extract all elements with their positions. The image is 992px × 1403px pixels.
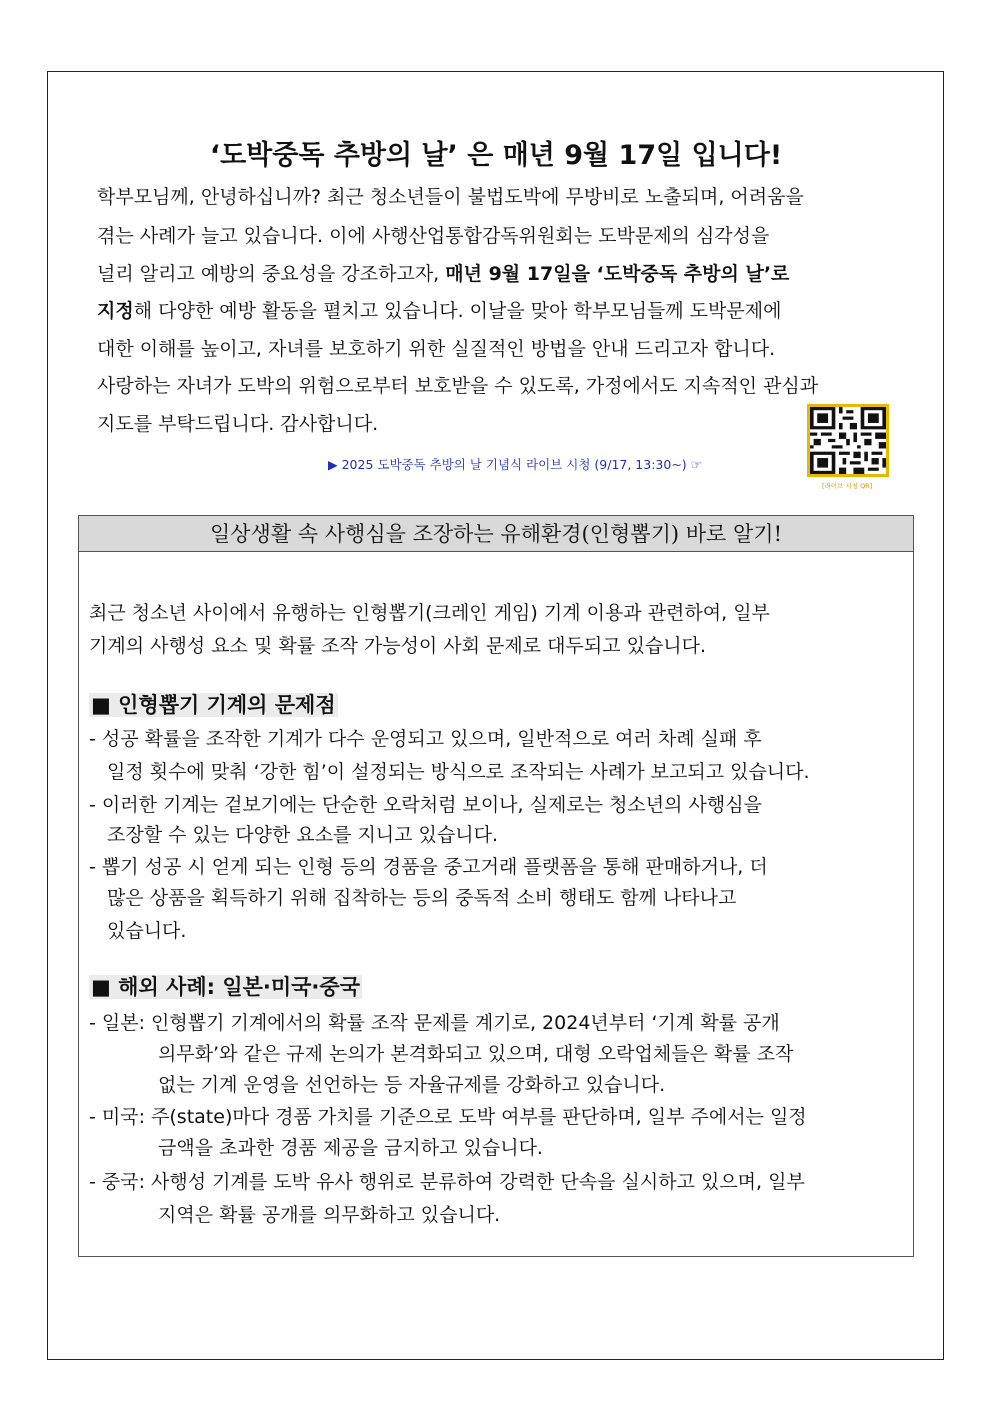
section-heading-problems: [89, 692, 338, 718]
page-title: ‘도박중독 추방의 날’ 은 매년 9월 17일 입니다!: [209, 140, 783, 171]
info-box-heading: 일상생활 속 사행심을 조장하는 유해환경(인형뽑기) 바로 알기!: [79, 516, 913, 552]
intro-line-4-text: 해 다양한 예방 활동을 펼치고 있습니다. 이날을 맞아 학부모님들께 도박문제에: [133, 300, 782, 322]
problem-line-6: 많은 상품을 획득하기 위해 집착하는 등의 중독적 소비 행태도 함께 나타나고: [107, 887, 737, 909]
problem-line-5: - 뽑기 성공 시 얻게 되는 인형 등의 경품을 중고거래 플랫폼을 통해 판매하거나, 더: [89, 856, 768, 878]
problem-line-3: - 이러한 기계는 겉보기에는 단순한 오락처럼 보이나, 실제로는 청소년의 사행심을: [89, 794, 762, 816]
qr-code-icon[interactable]: [807, 404, 889, 477]
overseas-line-2: 의무화’와 같은 규제 논의가 본격화되고 있으며, 대형 오락업체들은 확률 조작: [158, 1043, 794, 1065]
intro-bold-designate: 지정: [97, 300, 134, 322]
problem-line-1: - 성공 확률을 조작한 기계가 다수 운영되고 있으며, 일반적으로 여러 차례 실패 후: [89, 728, 762, 750]
qr-code-graphic: [810, 407, 886, 474]
overseas-line-4: - 미국: 주(state)마다 경품 가치를 기준으로 도박 여부를 판단하며, 일부 주에서는 일정: [89, 1106, 807, 1128]
intro-line-5: 대한 이해를 높이고, 자녀를 보호하기 위한 실질적인 방법을 안내 드리고자 합니다.: [97, 338, 776, 360]
section-heading-overseas-text: ■ 해외 사례: 일본·미국·중국: [91, 975, 360, 999]
overseas-line-3: 없는 기계 운영을 선언하는 등 자율규제를 강화하고 있습니다.: [158, 1074, 666, 1096]
overseas-line-7: 지역은 확률 공개를 의무화하고 있습니다.: [158, 1204, 501, 1226]
live-stream-link[interactable]: ▶ 2025 도박중독 추방의 날 기념식 라이브 시청 (9/17, 13:30~) ☞: [328, 457, 702, 472]
overseas-line-5: 금액을 초과한 경품 제공을 금지하고 있습니다.: [158, 1137, 543, 1159]
section-heading-overseas: [89, 974, 362, 1000]
problem-line-2: 일정 횟수에 맞춰 ‘강한 힘’이 설정되는 방식으로 조작되는 사례가 보고되고 있습니다.: [107, 761, 810, 783]
overseas-line-1: - 일본: 인형뽑기 기계에서의 확률 조작 문제를 계기로, 2024년부터 ‘기계 확률 공개: [89, 1012, 780, 1034]
overseas-line-6: - 중국: 사행성 기계를 도박 유사 행위로 분류하여 강력한 단속을 실시하고 있으며, 일부: [89, 1171, 805, 1193]
intro-line-3: [97, 262, 789, 286]
section-heading-problems-text: ■ 인형뽑기 기계의 문제점: [91, 693, 336, 717]
qr-caption: [라이브 시청 QR]: [822, 482, 873, 490]
intro-line-3-text: 널리 알리고 예방의 중요성을 강조하고자,: [97, 263, 446, 285]
intro-line-1: 학부모님께, 안녕하십니까? 최근 청소년들이 불법도박에 무방비로 노출되며, 어려움을: [97, 186, 804, 208]
problem-line-7: 있습니다.: [107, 920, 187, 942]
intro-line-6: 사랑하는 자녀가 도박의 위험으로부터 보호받을 수 있도록, 가정에서도 지속적인 관심과: [97, 375, 819, 397]
intro-line-2: 겪는 사례가 늘고 있습니다. 이에 사행산업통합감독위원회는 도박문제의 심각성을: [97, 225, 770, 247]
intro-bold-date: 매년 9월 17일을 ‘도박중독 추방의 날’로: [445, 263, 790, 285]
lead-line-2: 기계의 사행성 요소 및 확률 조작 가능성이 사회 문제로 대두되고 있습니다.: [89, 635, 707, 657]
lead-line-1: 최근 청소년 사이에서 유행하는 인형뽑기(크레인 게임) 기계 이용과 관련하여, 일부: [89, 602, 770, 624]
intro-line-7: 지도를 부탁드립니다. 감사합니다.: [97, 413, 379, 435]
intro-line-4: [97, 299, 781, 323]
problem-line-4: 조장할 수 있는 다양한 요소를 지니고 있습니다.: [107, 824, 499, 846]
